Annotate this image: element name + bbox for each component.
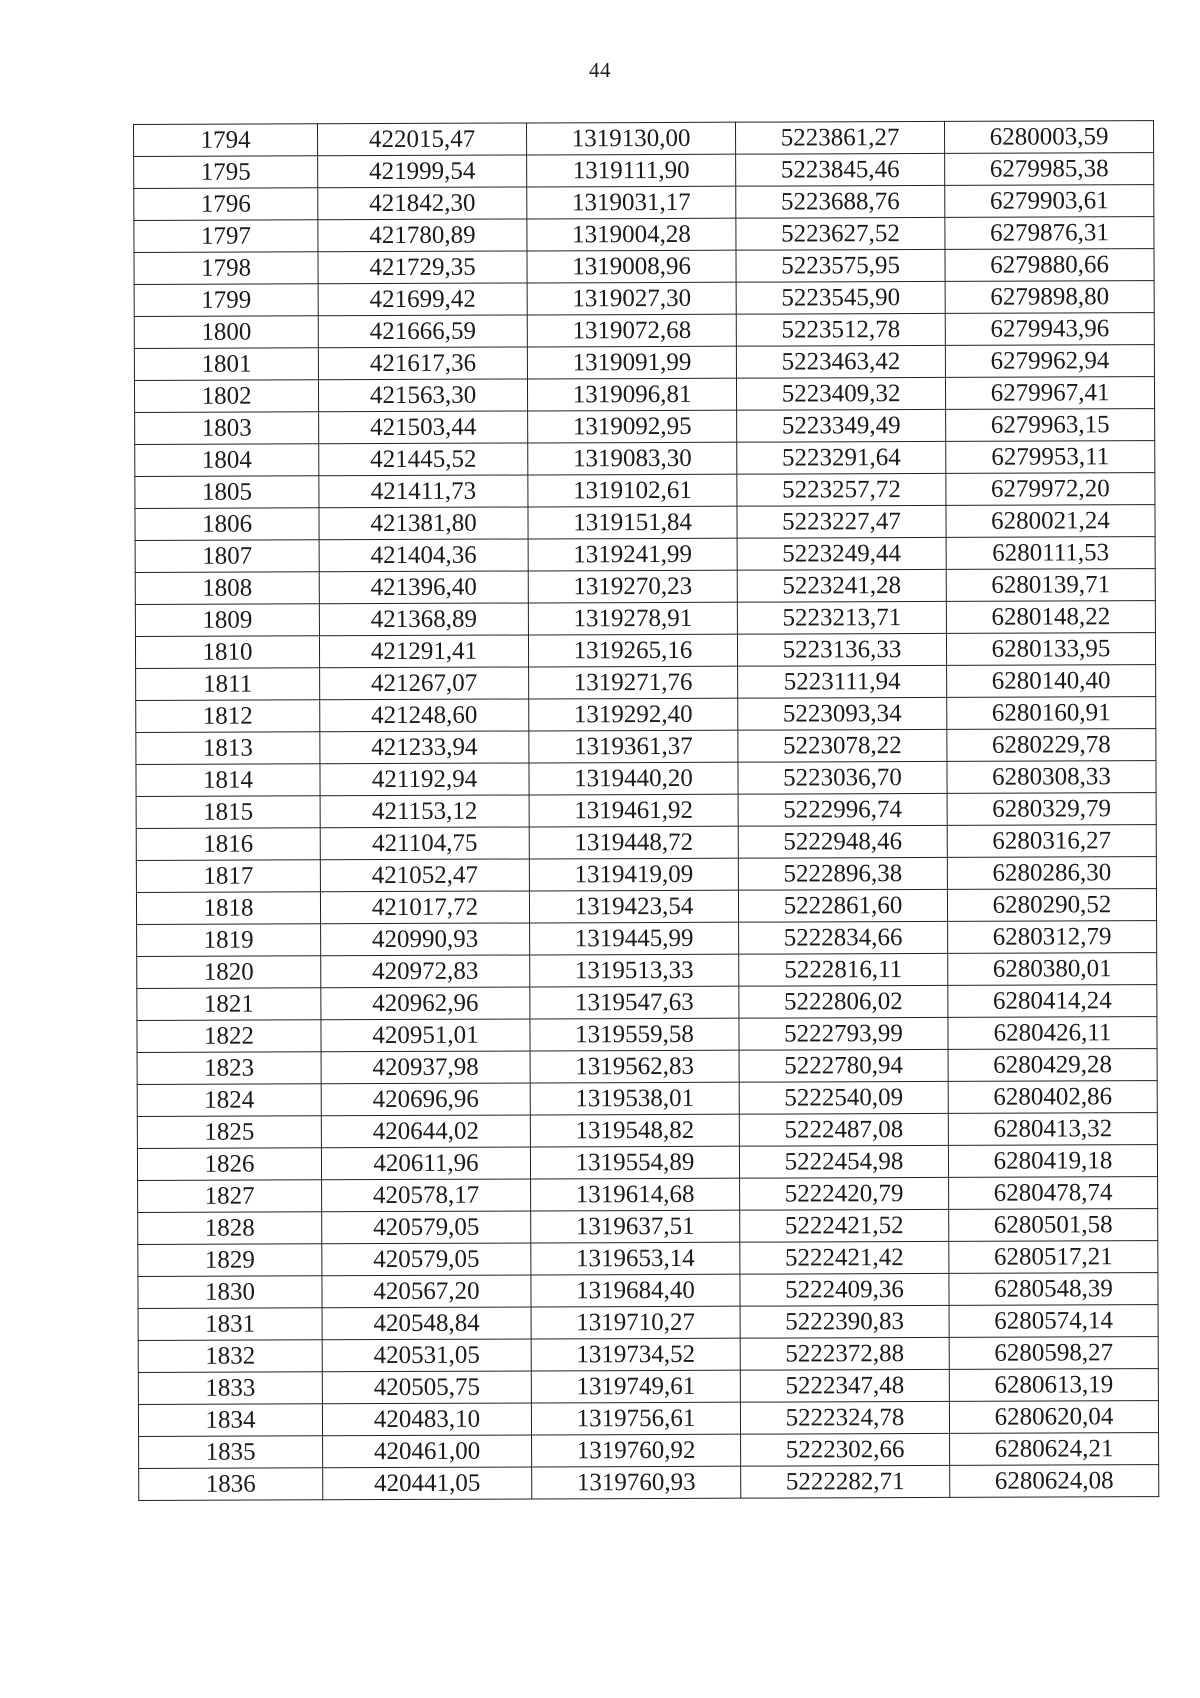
point-number-cell: 1807	[135, 540, 319, 573]
point-number-cell: 1825	[137, 1116, 321, 1149]
table-row	[134, 281, 1154, 317]
coordinate-x1-cell: 421445,52	[319, 443, 528, 476]
coordinate-x1-cell: 420696,96	[321, 1083, 530, 1116]
coordinate-y2-cell: 6279967,41	[945, 377, 1154, 410]
coordinate-y2-cell: 6280148,22	[946, 601, 1155, 634]
point-number-cell: 1828	[138, 1212, 322, 1245]
coordinate-x2-cell: 5222996,74	[738, 793, 947, 826]
coordinate-y2-cell: 6280312,79	[948, 921, 1157, 954]
coordinate-y1-cell: 1319361,37	[529, 730, 738, 763]
coordinate-y1-cell: 1319091,99	[527, 346, 736, 379]
coordinate-x1-cell: 421842,30	[318, 187, 527, 220]
coordinate-x1-cell: 420644,02	[321, 1115, 530, 1148]
coordinate-y2-cell: 6279943,96	[945, 313, 1154, 346]
coordinate-x2-cell: 5222816,11	[739, 953, 948, 986]
table-row	[137, 921, 1157, 957]
coordinate-y2-cell: 6280613,19	[949, 1369, 1158, 1402]
coordinate-y2-cell: 6280548,39	[949, 1273, 1158, 1306]
coordinate-x2-cell: 5222390,83	[740, 1305, 949, 1338]
coordinate-y2-cell: 6280329,79	[947, 793, 1156, 826]
coordinate-x2-cell: 5223111,94	[738, 665, 947, 698]
coordinate-y1-cell: 1319637,51	[531, 1210, 740, 1243]
coordinate-x1-cell: 421411,73	[319, 475, 528, 508]
coordinate-y2-cell: 6279898,80	[945, 281, 1154, 314]
point-number-cell: 1835	[139, 1436, 323, 1469]
point-number-cell: 1815	[136, 796, 320, 829]
point-number-cell: 1833	[138, 1372, 322, 1405]
point-number-cell: 1823	[137, 1052, 321, 1085]
coordinate-y2-cell: 6280413,32	[948, 1113, 1157, 1146]
coordinate-y2-cell: 6279876,31	[945, 217, 1154, 250]
coordinate-y2-cell: 6280140,40	[947, 665, 1156, 698]
coordinate-y2-cell: 6280402,86	[948, 1081, 1157, 1114]
point-number-cell: 1806	[135, 508, 319, 541]
coordinate-y2-cell: 6280426,11	[948, 1017, 1157, 1050]
coordinate-x2-cell: 5223136,33	[737, 633, 946, 666]
table-row	[136, 729, 1156, 765]
coordinate-x1-cell: 420972,83	[321, 955, 530, 988]
coordinate-x2-cell: 5222421,42	[740, 1241, 949, 1274]
table-row	[135, 441, 1155, 477]
coordinates-table	[133, 120, 1159, 1501]
table-row	[134, 377, 1154, 413]
table-row	[137, 985, 1157, 1021]
coordinate-y1-cell: 1319440,20	[529, 762, 738, 795]
coordinate-y1-cell: 1319653,14	[531, 1242, 740, 1275]
point-number-cell: 1810	[135, 636, 319, 669]
coordinate-y1-cell: 1319278,91	[528, 602, 737, 635]
coordinate-x2-cell: 5222421,52	[740, 1209, 949, 1242]
coordinate-y2-cell: 6279962,94	[945, 345, 1154, 378]
coordinate-x2-cell: 5223861,27	[735, 121, 944, 154]
coordinate-y2-cell: 6280229,78	[947, 729, 1156, 762]
coordinate-x1-cell: 422015,47	[318, 123, 527, 156]
coordinate-y1-cell: 1319271,76	[529, 666, 738, 699]
coordinate-y1-cell: 1319756,61	[531, 1402, 740, 1435]
coordinate-x1-cell: 421267,07	[320, 667, 529, 700]
point-number-cell: 1827	[138, 1180, 322, 1213]
coordinate-x2-cell: 5222487,08	[739, 1113, 948, 1146]
coordinate-x1-cell: 421291,41	[319, 635, 528, 668]
table-row	[134, 121, 1154, 157]
table-row	[135, 569, 1155, 605]
coordinate-x2-cell: 5223545,90	[736, 281, 945, 314]
table-row	[135, 473, 1155, 509]
coordinate-x2-cell: 5222372,88	[740, 1337, 949, 1370]
coordinate-y1-cell: 1319092,95	[528, 410, 737, 443]
coordinate-x2-cell: 5223249,44	[737, 537, 946, 570]
coordinate-y1-cell: 1319448,72	[529, 826, 738, 859]
coordinate-y2-cell: 6279972,20	[946, 473, 1155, 506]
point-number-cell: 1821	[137, 988, 321, 1021]
coordinate-x1-cell: 420937,98	[321, 1051, 530, 1084]
coordinate-x2-cell: 5223291,64	[737, 441, 946, 474]
table-row	[139, 1465, 1159, 1501]
table-row	[136, 793, 1156, 829]
coordinate-x2-cell: 5222948,46	[738, 825, 947, 858]
coordinate-x1-cell: 421503,44	[319, 411, 528, 444]
coordinate-x2-cell: 5222896,38	[738, 857, 947, 890]
coordinate-y2-cell: 6280286,30	[947, 857, 1156, 890]
coordinate-y1-cell: 1319760,93	[532, 1466, 741, 1499]
point-number-cell: 1832	[138, 1340, 322, 1373]
point-number-cell: 1795	[134, 156, 318, 189]
coordinate-x2-cell: 5222454,98	[739, 1145, 948, 1178]
coordinate-y2-cell: 6280419,18	[948, 1145, 1157, 1178]
coordinate-y1-cell: 1319547,63	[530, 986, 739, 1019]
coordinate-x1-cell: 420962,96	[321, 987, 530, 1020]
point-number-cell: 1816	[136, 828, 320, 861]
coordinate-y2-cell: 6280133,95	[946, 633, 1155, 666]
point-number-cell: 1800	[134, 316, 318, 349]
coordinate-x2-cell: 5223257,72	[737, 473, 946, 506]
coordinate-x2-cell: 5223093,34	[738, 697, 947, 730]
point-number-cell: 1803	[135, 412, 319, 445]
coordinate-x2-cell: 5222806,02	[739, 985, 948, 1018]
coordinate-y2-cell: 6280574,14	[949, 1305, 1158, 1338]
coordinate-x1-cell: 420951,01	[321, 1019, 530, 1052]
coordinate-y1-cell: 1319151,84	[528, 506, 737, 539]
coordinate-y1-cell: 1319419,09	[529, 858, 738, 891]
coordinate-y2-cell: 6279953,11	[946, 441, 1155, 474]
table-row	[138, 1241, 1158, 1277]
table-row	[138, 1209, 1158, 1245]
coordinate-x1-cell: 420567,20	[322, 1275, 531, 1308]
coordinate-x1-cell: 421017,72	[320, 891, 529, 924]
coordinate-x1-cell: 421563,30	[318, 379, 527, 412]
coordinate-y2-cell: 6280380,01	[948, 953, 1157, 986]
coordinate-y1-cell: 1319513,33	[530, 954, 739, 987]
coordinate-x2-cell: 5223409,32	[736, 377, 945, 410]
table-row	[134, 217, 1154, 253]
coordinate-y1-cell: 1319760,92	[532, 1434, 741, 1467]
table-row	[138, 1369, 1158, 1405]
page-number: 44	[589, 58, 611, 82]
coordinate-x1-cell: 420531,05	[322, 1339, 531, 1372]
point-number-cell: 1812	[136, 700, 320, 733]
coordinate-y2-cell: 6280021,24	[946, 505, 1155, 538]
coordinate-x2-cell: 5222302,66	[741, 1433, 950, 1466]
coordinate-y2-cell: 6280290,52	[947, 889, 1156, 922]
coordinate-x1-cell: 420611,96	[321, 1147, 530, 1180]
coordinate-y1-cell: 1319004,28	[527, 218, 736, 251]
table-row	[135, 505, 1155, 541]
coordinate-x1-cell: 420579,05	[322, 1243, 531, 1276]
table-row	[135, 409, 1155, 445]
coordinate-y1-cell: 1319008,96	[527, 250, 736, 283]
point-number-cell: 1796	[134, 188, 318, 221]
coordinate-y1-cell: 1319538,01	[530, 1082, 739, 1115]
coordinate-x2-cell: 5223036,70	[738, 761, 947, 794]
coordinate-x2-cell: 5223227,47	[737, 505, 946, 538]
coordinate-y1-cell: 1319270,23	[528, 570, 737, 603]
coordinate-y1-cell: 1319027,30	[527, 282, 736, 315]
point-number-cell: 1805	[135, 476, 319, 509]
point-number-cell: 1822	[137, 1020, 321, 1053]
point-number-cell: 1834	[138, 1404, 322, 1437]
coordinate-y2-cell: 6279963,15	[946, 409, 1155, 442]
coordinate-x2-cell: 5223688,76	[736, 185, 945, 218]
coordinate-x1-cell: 420578,17	[322, 1179, 531, 1212]
coordinate-x1-cell: 421404,36	[319, 539, 528, 572]
point-number-cell: 1814	[136, 764, 320, 797]
coordinate-x2-cell: 5222409,36	[740, 1273, 949, 1306]
table-row	[135, 633, 1155, 669]
coordinate-y1-cell: 1319072,68	[527, 314, 736, 347]
coordinate-x1-cell: 421248,60	[320, 699, 529, 732]
table-row	[136, 825, 1156, 861]
coordinate-y1-cell: 1319096,81	[527, 378, 736, 411]
coordinate-x2-cell: 5223463,42	[736, 345, 945, 378]
table-row	[136, 857, 1156, 893]
table-row	[138, 1273, 1158, 1309]
coordinate-x2-cell: 5222282,71	[741, 1465, 950, 1498]
table-row	[138, 1177, 1158, 1213]
coordinate-y1-cell: 1319423,54	[529, 890, 738, 923]
coordinate-y1-cell: 1319292,40	[529, 698, 738, 731]
coordinate-x2-cell: 5222834,66	[739, 921, 948, 954]
table-row	[134, 313, 1154, 349]
point-number-cell: 1818	[136, 892, 320, 925]
point-number-cell: 1809	[135, 604, 319, 637]
coordinate-x2-cell: 5223627,52	[736, 217, 945, 250]
point-number-cell: 1802	[134, 380, 318, 413]
point-number-cell: 1829	[138, 1244, 322, 1277]
coordinate-y2-cell: 6280316,27	[947, 825, 1156, 858]
coordinate-x2-cell: 5223078,22	[738, 729, 947, 762]
coordinate-y2-cell: 6280517,21	[949, 1241, 1158, 1274]
coordinate-y2-cell: 6280501,58	[949, 1209, 1158, 1242]
table-row	[138, 1305, 1158, 1341]
table-row	[139, 1433, 1159, 1469]
coordinate-y2-cell: 6280139,71	[946, 569, 1155, 602]
coordinate-x1-cell: 421999,54	[318, 155, 527, 188]
coordinate-y1-cell: 1319445,99	[530, 922, 739, 955]
coordinate-x1-cell: 421381,80	[319, 507, 528, 540]
coordinate-x2-cell: 5222793,99	[739, 1017, 948, 1050]
coordinate-y1-cell: 1319614,68	[531, 1178, 740, 1211]
table-row	[137, 953, 1157, 989]
table-row	[136, 761, 1156, 797]
point-number-cell: 1808	[135, 572, 319, 605]
coordinate-x2-cell: 5223845,46	[736, 153, 945, 186]
table-row	[137, 1145, 1157, 1181]
table-row	[137, 1049, 1157, 1085]
coordinate-x1-cell: 421192,94	[320, 763, 529, 796]
coordinate-x2-cell: 5222347,48	[740, 1369, 949, 1402]
point-number-cell: 1799	[134, 284, 318, 317]
point-number-cell: 1811	[136, 668, 320, 701]
coordinate-y1-cell: 1319083,30	[528, 442, 737, 475]
point-number-cell: 1797	[134, 220, 318, 253]
coordinate-y2-cell: 6280308,33	[947, 761, 1156, 794]
coordinate-y1-cell: 1319461,92	[529, 794, 738, 827]
coordinate-x1-cell: 421368,89	[319, 603, 528, 636]
coordinate-y2-cell: 6280598,27	[949, 1337, 1158, 1370]
table-row	[138, 1401, 1158, 1437]
coordinate-y2-cell: 6280111,53	[946, 537, 1155, 570]
coordinate-x2-cell: 5223512,78	[736, 313, 945, 346]
table-row	[138, 1337, 1158, 1373]
point-number-cell: 1826	[137, 1148, 321, 1181]
table-row	[137, 1081, 1157, 1117]
coordinate-x1-cell: 421153,12	[320, 795, 529, 828]
coordinate-x2-cell: 5222324,78	[740, 1401, 949, 1434]
coordinate-y1-cell: 1319749,61	[531, 1370, 740, 1403]
table-row	[134, 185, 1154, 221]
coordinate-y2-cell: 6280160,91	[947, 697, 1156, 730]
coordinate-x1-cell: 421729,35	[318, 251, 527, 284]
point-number-cell: 1819	[137, 924, 321, 957]
table-row	[134, 153, 1154, 189]
coordinate-y2-cell: 6280620,04	[949, 1401, 1158, 1434]
point-number-cell: 1820	[137, 956, 321, 989]
coordinate-y1-cell: 1319548,82	[530, 1114, 739, 1147]
point-number-cell: 1801	[134, 348, 318, 381]
coordinate-y2-cell: 6279903,61	[945, 185, 1154, 218]
coordinate-x2-cell: 5222540,09	[739, 1081, 948, 1114]
table-row	[136, 889, 1156, 925]
point-number-cell: 1813	[136, 732, 320, 765]
coordinate-y1-cell: 1319559,58	[530, 1018, 739, 1051]
coordinate-x2-cell: 5222420,79	[740, 1177, 949, 1210]
coordinate-y1-cell: 1319102,61	[528, 474, 737, 507]
coordinate-y2-cell: 6280624,08	[950, 1465, 1159, 1498]
table-row	[135, 537, 1155, 573]
table-row	[136, 697, 1156, 733]
coordinate-x1-cell: 420990,93	[321, 923, 530, 956]
point-number-cell: 1824	[137, 1084, 321, 1117]
coordinate-y1-cell: 1319684,40	[531, 1274, 740, 1307]
coordinate-y2-cell: 6280003,59	[944, 121, 1153, 154]
coordinate-y2-cell: 6279880,66	[945, 249, 1154, 282]
table-row	[137, 1017, 1157, 1053]
coordinate-x2-cell: 5222780,94	[739, 1049, 948, 1082]
point-number-cell: 1830	[138, 1276, 322, 1309]
coordinate-x1-cell: 421666,59	[318, 315, 527, 348]
point-number-cell: 1798	[134, 252, 318, 285]
coordinate-x2-cell: 5223349,49	[737, 409, 946, 442]
coordinate-y2-cell: 6280624,21	[950, 1433, 1159, 1466]
table-row	[135, 601, 1155, 637]
table-row	[136, 665, 1156, 701]
point-number-cell: 1817	[136, 860, 320, 893]
table-row	[134, 345, 1154, 381]
coordinates-table-body	[134, 121, 1159, 1501]
coordinate-x2-cell: 5223241,28	[737, 569, 946, 602]
coordinate-y2-cell: 6280414,24	[948, 985, 1157, 1018]
coordinate-x2-cell: 5223575,95	[736, 249, 945, 282]
coordinate-x1-cell: 421617,36	[318, 347, 527, 380]
coordinate-y1-cell: 1319031,17	[527, 186, 736, 219]
point-number-cell: 1794	[134, 124, 318, 157]
coordinate-y1-cell: 1319710,27	[531, 1306, 740, 1339]
coordinate-y2-cell: 6279985,38	[945, 153, 1154, 186]
coordinate-x2-cell: 5222861,60	[738, 889, 947, 922]
coordinate-y1-cell: 1319111,90	[527, 154, 736, 187]
table-row	[134, 249, 1154, 285]
coordinate-y1-cell: 1319265,16	[528, 634, 737, 667]
coordinate-y1-cell: 1319130,00	[526, 122, 735, 155]
coordinate-y1-cell: 1319241,99	[528, 538, 737, 571]
coordinate-x1-cell: 420461,00	[323, 1435, 532, 1468]
coordinate-y1-cell: 1319734,52	[531, 1338, 740, 1371]
coordinate-y1-cell: 1319562,83	[530, 1050, 739, 1083]
coordinate-x1-cell: 420579,05	[322, 1211, 531, 1244]
coordinate-y2-cell: 6280429,28	[948, 1049, 1157, 1082]
coordinate-x1-cell: 420505,75	[322, 1371, 531, 1404]
point-number-cell: 1831	[138, 1308, 322, 1341]
coordinate-y1-cell: 1319554,89	[530, 1146, 739, 1179]
coordinate-x1-cell: 421233,94	[320, 731, 529, 764]
coordinate-x1-cell: 421699,42	[318, 283, 527, 316]
point-number-cell: 1804	[135, 444, 319, 477]
coordinate-x1-cell: 421104,75	[320, 827, 529, 860]
coordinate-x1-cell: 420441,05	[323, 1467, 532, 1500]
coordinate-x1-cell: 420548,84	[322, 1307, 531, 1340]
coordinate-x2-cell: 5223213,71	[737, 601, 946, 634]
coordinate-x1-cell: 421396,40	[319, 571, 528, 604]
table-row	[137, 1113, 1157, 1149]
coordinate-x1-cell: 420483,10	[322, 1403, 531, 1436]
coordinate-y2-cell: 6280478,74	[949, 1177, 1158, 1210]
point-number-cell: 1836	[139, 1468, 323, 1501]
coordinate-x1-cell: 421780,89	[318, 219, 527, 252]
coordinate-x1-cell: 421052,47	[320, 859, 529, 892]
